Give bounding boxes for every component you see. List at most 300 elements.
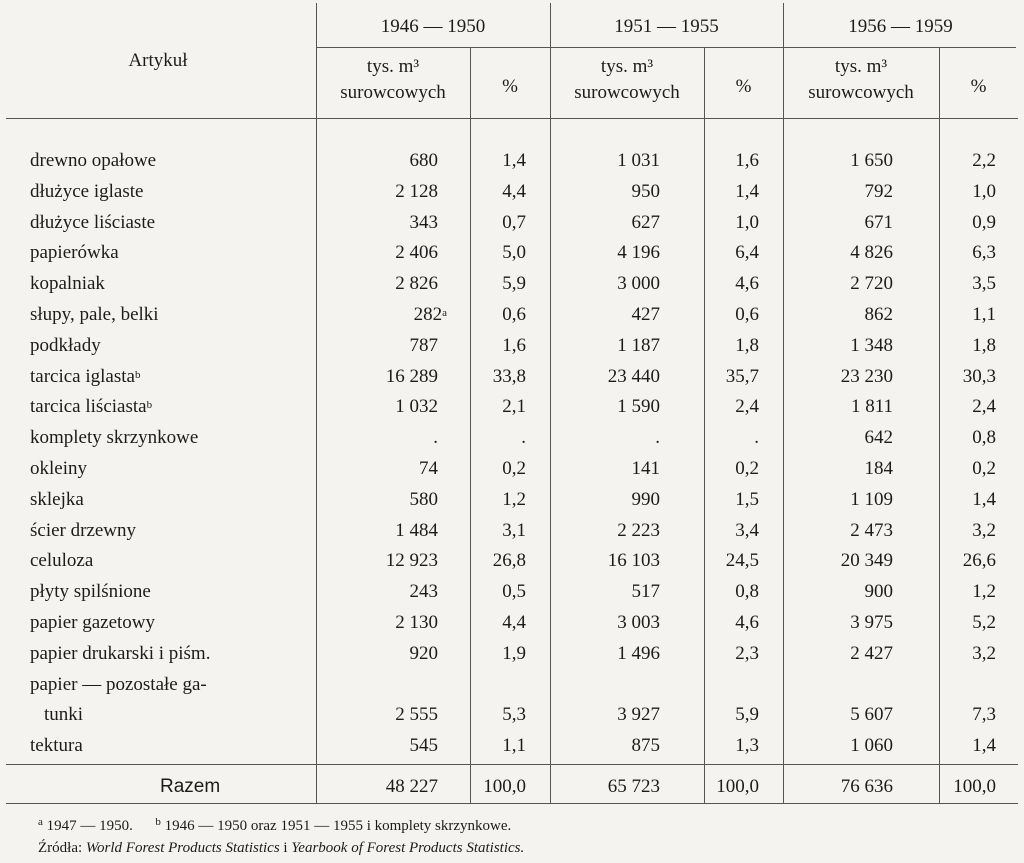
cell-text: 1,5 bbox=[735, 488, 759, 510]
percent-cell bbox=[972, 177, 996, 207]
cell-text: 4 196 bbox=[617, 242, 660, 264]
percent-cell bbox=[735, 516, 759, 546]
row-label-text: tektura bbox=[30, 735, 83, 757]
percent-cell bbox=[735, 208, 759, 238]
percent-header: % bbox=[502, 76, 518, 97]
value-cell bbox=[851, 392, 893, 422]
percent-cell bbox=[735, 300, 759, 330]
cell-text: 6,3 bbox=[972, 242, 996, 264]
percent-cell bbox=[963, 546, 996, 576]
source-label: Źródła: bbox=[38, 840, 83, 856]
period-header: 1956 — 1959 bbox=[848, 16, 953, 37]
value-cell bbox=[410, 485, 439, 515]
cell-text: 0,2 bbox=[502, 458, 526, 479]
cell-text: 4,4 bbox=[502, 180, 526, 202]
cell-text: 3,2 bbox=[972, 642, 996, 664]
value-cell bbox=[386, 546, 438, 576]
total-value-cell: 48 227 bbox=[385, 776, 438, 797]
unit-header-line1: tys. m³ bbox=[366, 56, 420, 77]
value-cell bbox=[632, 731, 661, 761]
cell-text: 1,2 bbox=[502, 488, 526, 510]
column-divider bbox=[939, 48, 940, 803]
table-bottom-rule bbox=[6, 803, 1018, 804]
percent-cell bbox=[735, 392, 759, 422]
cell-text: 1 032 bbox=[395, 396, 438, 418]
value-cell bbox=[395, 177, 438, 207]
percent-cell bbox=[726, 546, 759, 576]
cell-text: 26,6 bbox=[962, 550, 996, 572]
percent-cell bbox=[502, 238, 526, 268]
percent-cell bbox=[972, 577, 996, 607]
cell-text: 243 bbox=[409, 581, 438, 603]
value-cell bbox=[395, 516, 438, 546]
value-cell bbox=[850, 700, 893, 730]
cell-text: 1,4 bbox=[735, 180, 759, 202]
cell-text: 5 607 bbox=[850, 704, 893, 726]
value-cell bbox=[865, 177, 894, 207]
row-label-text: dłużyce iglaste bbox=[30, 180, 144, 202]
percent-cell bbox=[502, 300, 526, 330]
percent-cell bbox=[502, 208, 526, 238]
value-cell bbox=[850, 731, 893, 761]
cell-text: 2,1 bbox=[502, 396, 526, 418]
cell-text: 2,4 bbox=[972, 396, 996, 418]
cell-text: . bbox=[655, 427, 660, 449]
sources bbox=[38, 840, 524, 857]
cell-text: 580 bbox=[409, 488, 438, 510]
row-label bbox=[30, 608, 155, 638]
row-label-text: dłużyce liściaste bbox=[30, 211, 156, 233]
value-cell bbox=[850, 608, 893, 638]
cell-text: . bbox=[433, 427, 438, 449]
row-label-text: płyty spilśnione bbox=[30, 581, 151, 603]
cell-text: 1,6 bbox=[735, 150, 759, 171]
unit-header-line1: tys. m³ bbox=[600, 56, 654, 77]
value-cell bbox=[632, 454, 661, 484]
cell-text: 1,4 bbox=[972, 488, 996, 510]
cell-text: 990 bbox=[631, 488, 660, 510]
footnotes bbox=[38, 818, 511, 835]
footnote-b-mark: b bbox=[155, 816, 161, 828]
cell-text: 2 406 bbox=[395, 242, 438, 264]
row-label bbox=[30, 392, 152, 422]
cell-text: 2,3 bbox=[735, 642, 759, 664]
cell-text: 0,6 bbox=[502, 304, 526, 325]
total-value-cell: 76 636 bbox=[840, 776, 893, 797]
value-cell bbox=[395, 700, 438, 730]
cell-text: 141 bbox=[631, 458, 660, 479]
cell-text: 671 bbox=[864, 211, 893, 233]
source-2: Yearbook of Forest Products Statistics. bbox=[291, 840, 525, 856]
value-cell bbox=[850, 331, 893, 361]
row-label-text: celuloza bbox=[30, 550, 94, 572]
row-label bbox=[30, 639, 210, 669]
period-header: 1951 — 1955 bbox=[614, 16, 719, 37]
percent-cell bbox=[972, 423, 996, 453]
cell-text: 0,7 bbox=[502, 211, 526, 233]
unit-header-line2: surowcowych bbox=[340, 82, 446, 103]
unit-header-line2: surowcowych bbox=[808, 82, 914, 103]
value-cell bbox=[410, 577, 439, 607]
percent-cell bbox=[502, 639, 526, 669]
cell-text: 3 003 bbox=[617, 612, 660, 633]
value-cell bbox=[632, 300, 661, 330]
cell-text: 2 473 bbox=[850, 519, 893, 541]
cell-text: . bbox=[754, 427, 759, 449]
cell-text: 2 555 bbox=[395, 704, 438, 726]
value-cell bbox=[386, 362, 438, 392]
cell-text: 1 496 bbox=[617, 642, 660, 664]
row-label-text: ścier drzewny bbox=[30, 519, 137, 541]
row-label bbox=[30, 331, 101, 361]
percent-cell bbox=[972, 731, 996, 761]
value-cell bbox=[608, 546, 660, 576]
percent-header: % bbox=[735, 76, 752, 97]
value-cell bbox=[850, 516, 893, 546]
footnote-a-mark: a bbox=[38, 816, 43, 828]
value-cell bbox=[395, 238, 438, 268]
cell-text: 3,1 bbox=[502, 519, 526, 541]
total-percent-cell: 100,0 bbox=[953, 776, 996, 797]
cell-text: 3 975 bbox=[850, 612, 893, 633]
value-cell bbox=[617, 331, 660, 361]
cell-text: 1 109 bbox=[850, 488, 893, 510]
percent-cell bbox=[735, 146, 759, 176]
value-cell bbox=[414, 300, 447, 330]
cell-text: 2 128 bbox=[395, 180, 438, 202]
cell-text: 3,4 bbox=[735, 519, 759, 541]
percent-cell bbox=[972, 238, 996, 268]
cell-text: 1 650 bbox=[850, 150, 893, 171]
cell-text: 7,3 bbox=[972, 704, 996, 726]
unit-header bbox=[316, 54, 470, 106]
cell-text: 3 000 bbox=[617, 273, 660, 295]
cell-text: 517 bbox=[631, 581, 660, 603]
percent-cell bbox=[735, 485, 759, 515]
unit-header-line1: tys. m³ bbox=[834, 56, 888, 77]
total-percent-cell: 100,0 bbox=[483, 776, 526, 797]
value-cell bbox=[850, 485, 893, 515]
footnote-b-text: 1946 — 1950 oraz 1951 — 1955 i komplety skrzynkowe. bbox=[164, 818, 512, 834]
row-label-footnote-mark: b bbox=[134, 368, 141, 381]
cell-text: 4 826 bbox=[850, 242, 893, 264]
row-label-text: papier — pozostałe ga- bbox=[30, 673, 207, 695]
cell-text: 2,4 bbox=[735, 396, 759, 418]
percent-cell bbox=[735, 639, 759, 669]
value-cell bbox=[865, 577, 894, 607]
percent-cell bbox=[502, 146, 526, 176]
percent-cell bbox=[502, 731, 526, 761]
value-cell bbox=[617, 392, 660, 422]
cell-text: 0,2 bbox=[972, 458, 996, 479]
cell-text: 3,2 bbox=[972, 519, 996, 541]
value-cell bbox=[632, 177, 661, 207]
value-cell bbox=[419, 454, 438, 484]
percent-cell bbox=[972, 516, 996, 546]
percent-cell bbox=[502, 269, 526, 299]
cell-text: 5,2 bbox=[972, 612, 996, 633]
cell-text: 2 130 bbox=[395, 612, 438, 633]
cell-text: 184 bbox=[864, 458, 893, 479]
row-label bbox=[30, 423, 198, 453]
value-cell bbox=[865, 300, 894, 330]
value-cell bbox=[608, 362, 660, 392]
cell-text: . bbox=[521, 427, 526, 449]
percent-cell bbox=[972, 146, 996, 176]
cell-text: 0,5 bbox=[502, 581, 526, 603]
row-label-text: drewno opałowe bbox=[30, 150, 157, 171]
cell-text: 1 348 bbox=[850, 334, 893, 356]
row-label bbox=[30, 577, 151, 607]
value-cell bbox=[617, 639, 660, 669]
cell-text: 0,9 bbox=[972, 211, 996, 233]
article-header: Artykuł bbox=[128, 50, 188, 71]
cell-text: 1,3 bbox=[735, 735, 759, 757]
percent-cell bbox=[735, 608, 759, 638]
cell-text: 5,3 bbox=[502, 704, 526, 726]
cell-text: 1,1 bbox=[972, 304, 996, 325]
cell-text: 1 060 bbox=[850, 735, 893, 757]
cell-text: 1,6 bbox=[502, 334, 526, 356]
row-label bbox=[30, 546, 93, 576]
cell-text: 900 bbox=[864, 581, 893, 603]
value-cell bbox=[410, 146, 439, 176]
percent-cell bbox=[972, 454, 996, 484]
value-cell bbox=[395, 392, 438, 422]
cell-text: 2 826 bbox=[395, 273, 438, 295]
row-label bbox=[30, 454, 87, 484]
value-cell bbox=[617, 700, 660, 730]
cell-text: 545 bbox=[409, 735, 438, 757]
percent-cell bbox=[972, 208, 996, 238]
row-label-text: tarcica liściasta bbox=[30, 396, 147, 418]
percent-cell bbox=[521, 423, 526, 453]
cell-text: 2,2 bbox=[972, 150, 996, 171]
cell-text: 30,3 bbox=[962, 365, 996, 387]
row-label bbox=[30, 238, 119, 268]
percent-cell bbox=[502, 577, 526, 607]
cell-text: 5,0 bbox=[502, 242, 526, 264]
percent-cell bbox=[972, 331, 996, 361]
value-cell bbox=[865, 423, 894, 453]
value-cell bbox=[841, 362, 893, 392]
cell-text: 0,8 bbox=[972, 427, 996, 449]
cell-text: 0,2 bbox=[735, 458, 759, 479]
value-cell bbox=[617, 269, 660, 299]
percent-cell bbox=[735, 454, 759, 484]
percent-cell bbox=[972, 639, 996, 669]
row-label-text: tarcica iglasta bbox=[30, 365, 135, 387]
cell-text: 33,8 bbox=[492, 365, 526, 387]
percent-cell bbox=[502, 516, 526, 546]
percent-cell bbox=[502, 608, 526, 638]
cell-text: 1 484 bbox=[395, 519, 438, 541]
total-value-cell: 65 723 bbox=[607, 776, 660, 797]
cell-text: 24,5 bbox=[725, 550, 759, 572]
row-label-text: papier gazetowy bbox=[30, 612, 156, 633]
unit-header-line2: surowcowych bbox=[574, 82, 680, 103]
percent-cell bbox=[735, 577, 759, 607]
cell-text: 0,8 bbox=[735, 581, 759, 603]
cell-text: 3,5 bbox=[972, 273, 996, 295]
value-cell bbox=[617, 146, 660, 176]
cell-text: 5,9 bbox=[735, 704, 759, 726]
total-label: Razem bbox=[160, 776, 221, 797]
cell-text: 1,9 bbox=[502, 642, 526, 664]
cell-text: 282 bbox=[413, 304, 443, 325]
cell-text: 1,0 bbox=[972, 180, 996, 202]
percent-cell bbox=[502, 485, 526, 515]
percent-cell bbox=[754, 423, 759, 453]
percent-cell bbox=[502, 331, 526, 361]
row-label-text: komplety skrzynkowe bbox=[30, 427, 199, 449]
cell-text: 627 bbox=[631, 211, 660, 233]
column-divider bbox=[470, 48, 471, 803]
cell-text: 2 720 bbox=[850, 273, 893, 295]
percent-cell bbox=[972, 269, 996, 299]
row-label-text: słupy, pale, belki bbox=[30, 304, 159, 325]
percent-cell bbox=[726, 362, 759, 392]
percent-cell bbox=[502, 392, 526, 422]
cell-text: 23 440 bbox=[607, 365, 660, 387]
cell-text: 427 bbox=[631, 304, 660, 325]
row-label bbox=[30, 516, 136, 546]
cell-text: 16 103 bbox=[607, 550, 660, 572]
value-cell bbox=[617, 516, 660, 546]
percent-cell bbox=[735, 269, 759, 299]
cell-text: 3 927 bbox=[617, 704, 660, 726]
percent-cell bbox=[735, 177, 759, 207]
value-cell bbox=[632, 208, 661, 238]
percent-cell bbox=[972, 485, 996, 515]
percent-cell bbox=[502, 454, 526, 484]
value-cell bbox=[850, 238, 893, 268]
value-cell bbox=[632, 577, 661, 607]
value-cell bbox=[850, 639, 893, 669]
row-label bbox=[30, 177, 143, 207]
cell-text: 1,4 bbox=[972, 735, 996, 757]
source-1: World Forest Products Statistics bbox=[85, 840, 280, 856]
value-cell bbox=[655, 423, 660, 453]
source-join: i bbox=[283, 840, 288, 856]
cell-text: 1,8 bbox=[972, 334, 996, 356]
cell-text: 74 bbox=[419, 458, 438, 479]
cell-text: 12 923 bbox=[385, 550, 438, 572]
cell-text: 1 031 bbox=[617, 150, 660, 171]
column-divider bbox=[704, 48, 705, 803]
cell-text: 4,4 bbox=[502, 612, 526, 633]
percent-cell bbox=[972, 392, 996, 422]
header-bottom-rule bbox=[6, 118, 1018, 119]
cell-text: 1,8 bbox=[735, 334, 759, 356]
cell-text: 343 bbox=[409, 211, 438, 233]
cell-text: 4,6 bbox=[735, 612, 759, 633]
cell-text: 6,4 bbox=[735, 242, 759, 264]
cell-text: 862 bbox=[864, 304, 893, 325]
header-divider bbox=[316, 47, 1016, 48]
value-cell bbox=[433, 423, 438, 453]
cell-text: 1,1 bbox=[502, 735, 526, 757]
value-cell bbox=[410, 331, 439, 361]
value-cell bbox=[410, 208, 439, 238]
cell-text: 950 bbox=[631, 180, 660, 202]
percent-cell bbox=[493, 546, 526, 576]
footnote-a-text: 1947 — 1950. bbox=[46, 818, 133, 834]
cell-text: 920 bbox=[409, 642, 438, 664]
total-top-rule bbox=[6, 764, 1018, 765]
value-cell bbox=[850, 146, 893, 176]
row-label bbox=[30, 485, 84, 515]
row-label-text: tunki bbox=[44, 704, 84, 726]
cell-text: 787 bbox=[409, 334, 438, 356]
row-label bbox=[44, 700, 83, 730]
value-footnote-mark: a bbox=[442, 307, 447, 319]
row-label-text: sklejka bbox=[30, 488, 84, 510]
row-label-text: podkłady bbox=[30, 334, 101, 356]
column-divider bbox=[316, 3, 317, 803]
total-percent-cell: 100,0 bbox=[716, 776, 759, 797]
cell-text: 23 230 bbox=[840, 365, 893, 387]
percent-cell bbox=[735, 238, 759, 268]
value-cell bbox=[865, 208, 894, 238]
value-cell bbox=[395, 608, 438, 638]
percent-cell bbox=[735, 331, 759, 361]
row-label-text: okleiny bbox=[30, 458, 87, 479]
value-cell bbox=[865, 454, 894, 484]
cell-text: 4,6 bbox=[735, 273, 759, 295]
value-cell bbox=[850, 269, 893, 299]
percent-cell bbox=[502, 177, 526, 207]
percent-cell bbox=[972, 300, 996, 330]
cell-text: 875 bbox=[631, 735, 660, 757]
value-cell bbox=[632, 485, 661, 515]
cell-text: 0,6 bbox=[735, 304, 759, 325]
percent-cell bbox=[972, 700, 996, 730]
cell-text: 2 427 bbox=[850, 642, 893, 664]
percent-cell bbox=[493, 362, 526, 392]
percent-cell bbox=[972, 608, 996, 638]
row-label bbox=[30, 146, 156, 176]
cell-text: 26,8 bbox=[492, 550, 526, 572]
cell-text: 16 289 bbox=[385, 365, 438, 387]
cell-text: 2 223 bbox=[617, 519, 660, 541]
cell-text: 5,9 bbox=[502, 273, 526, 295]
percent-cell bbox=[963, 362, 996, 392]
percent-header: % bbox=[970, 76, 987, 97]
cell-text: 20 349 bbox=[840, 550, 893, 572]
column-divider bbox=[550, 3, 551, 803]
cell-text: 1 811 bbox=[850, 396, 893, 418]
value-cell bbox=[617, 238, 660, 268]
row-label-text: papierówka bbox=[30, 242, 119, 264]
cell-text: 1 187 bbox=[617, 334, 660, 356]
row-label bbox=[30, 670, 207, 700]
cell-text: 1,0 bbox=[735, 211, 759, 233]
unit-header bbox=[783, 54, 939, 106]
percent-cell bbox=[735, 731, 759, 761]
row-label bbox=[30, 731, 83, 761]
percent-cell bbox=[502, 700, 526, 730]
percent-cell bbox=[735, 700, 759, 730]
row-label-footnote-mark: b bbox=[146, 399, 153, 412]
value-cell bbox=[841, 546, 893, 576]
row-label bbox=[30, 208, 155, 238]
value-cell bbox=[410, 639, 439, 669]
row-label-text: papier drukarski i piśm. bbox=[30, 642, 211, 664]
column-divider bbox=[783, 3, 784, 803]
row-label bbox=[30, 300, 159, 330]
cell-text: 792 bbox=[864, 180, 893, 202]
